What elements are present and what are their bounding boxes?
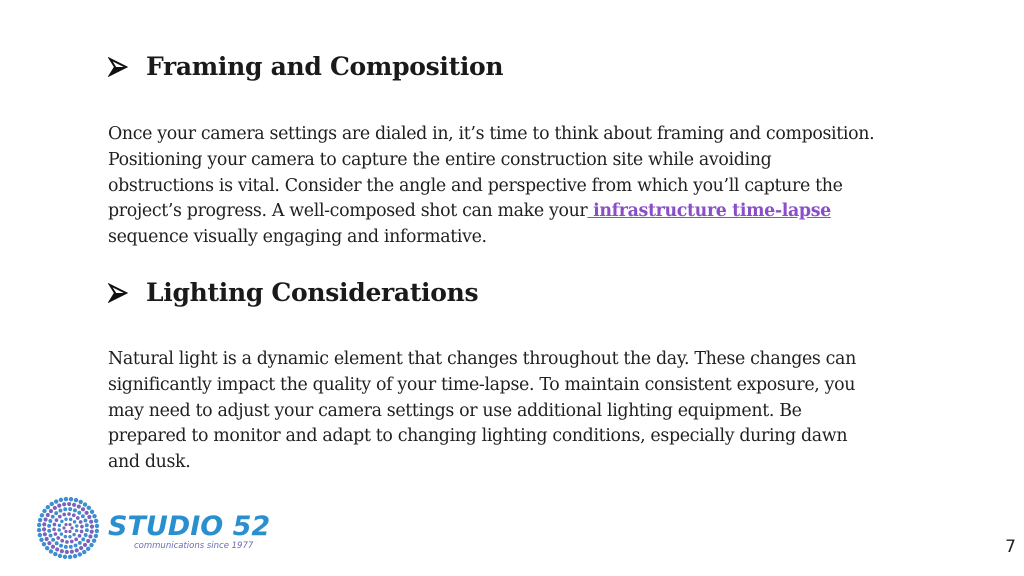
- paragraph-text-end: sequence visually engaging and informative.: [108, 227, 487, 248]
- logo-dot: [87, 515, 91, 519]
- logo-dot: [89, 520, 93, 524]
- logo-dot: [45, 546, 49, 550]
- logo-dot: [92, 514, 96, 518]
- arrow-bullet-icon: [108, 57, 128, 77]
- logo-dot: [46, 505, 50, 509]
- logo-dot: [89, 543, 93, 547]
- paragraph-text: Once your camera settings are dialed in, it’s time to think about framing and composition. Positioning your camera to capture the entire construction site while avoiding obstructions is vital. Consider the angle and perspective from which you’ll capture the project’s progress. A well-composed shot can make your: [108, 124, 875, 222]
- logo-dot: [86, 539, 90, 543]
- logo-dot: [83, 502, 87, 506]
- logo-dot: [64, 530, 67, 533]
- logo-dot: [94, 534, 98, 538]
- logo-dot: [78, 500, 82, 504]
- logo-dot: [64, 497, 68, 501]
- studio52-logo: [34, 494, 270, 562]
- logo-dot: [63, 555, 67, 559]
- logo-dot: [67, 502, 71, 506]
- logo-dot: [54, 532, 58, 536]
- logo-dot: [75, 529, 78, 532]
- logo-dot: [87, 506, 91, 510]
- logo-dot: [90, 530, 94, 534]
- logo-dot: [69, 545, 73, 549]
- logo-dot: [92, 538, 96, 542]
- logo-dot: [59, 498, 63, 502]
- dotted-sphere-logo-icon: [34, 494, 102, 562]
- logo-dot: [63, 507, 67, 511]
- logo-dot: [39, 538, 43, 542]
- logo-dot: [59, 544, 63, 548]
- logo-dot: [58, 554, 62, 558]
- logo-dot: [64, 523, 67, 526]
- logo-dot: [79, 546, 83, 550]
- logo-dot: [81, 507, 85, 511]
- logo-dot: [85, 511, 89, 515]
- logo-dot: [47, 529, 51, 533]
- page-number: 7: [1005, 537, 1016, 557]
- logo-dot: [72, 503, 76, 507]
- section-heading-lighting: [108, 278, 478, 307]
- lighting-paragraph: Natural light is a dynamic element that changes throughout the day. These changes can significantly impact the quality of your time-lapse. To maintain consistent exposure, you may need to adjust your camera settings or use additional lighting equipment. Be prepared to monitor and adapt to changing lighting conditions, especially during dawn and dusk.: [108, 349, 856, 473]
- logo-dot: [72, 533, 75, 536]
- logo-dot: [77, 511, 81, 515]
- logo-dot: [58, 515, 62, 519]
- logo-dot: [75, 524, 78, 527]
- logo-dot: [74, 538, 78, 542]
- logo-dot: [70, 526, 73, 529]
- logo-dot: [64, 535, 67, 538]
- logo-dot: [83, 518, 87, 522]
- logo-dot: [43, 532, 47, 536]
- framing-paragraph: [108, 122, 878, 251]
- logo-dot: [51, 538, 55, 542]
- logo-dot: [70, 540, 74, 544]
- logo-dot: [68, 507, 72, 511]
- logo-dot: [81, 537, 85, 541]
- logo-dot: [82, 550, 86, 554]
- logo-dot: [74, 543, 78, 547]
- logo-dot: [42, 509, 46, 513]
- logo-dot: [56, 536, 60, 540]
- logo-dot: [75, 548, 79, 552]
- logo-dot: [60, 549, 64, 553]
- arrow-bullet-icon: [108, 283, 128, 303]
- logo-dot: [62, 526, 65, 529]
- logo-dot: [45, 537, 49, 541]
- logo-dot: [68, 555, 72, 559]
- logo-dot: [65, 540, 69, 544]
- logo-dot: [79, 520, 83, 524]
- logo-dot: [84, 533, 88, 537]
- logo-dot: [88, 534, 92, 538]
- logo-dot: [42, 522, 46, 526]
- logo-dot: [37, 528, 41, 532]
- logo-dot: [78, 541, 82, 545]
- logo-dot: [70, 550, 74, 554]
- section-heading-framing: [108, 52, 503, 81]
- logo-dot: [49, 509, 53, 513]
- heading-text: Framing and Composition: [146, 52, 504, 81]
- logo-dot: [47, 524, 51, 528]
- logo-dot: [78, 552, 82, 556]
- logo-dot: [55, 541, 59, 545]
- logo-dot: [80, 530, 84, 534]
- logo-dot: [50, 502, 54, 506]
- logo-dot: [94, 519, 98, 523]
- logo-brand-text: STUDIO 52: [108, 511, 271, 542]
- logo-dot: [51, 545, 55, 549]
- logo-dot: [85, 528, 89, 532]
- logo-dot: [74, 498, 78, 502]
- logo-dot: [80, 525, 84, 529]
- logo-dot: [47, 541, 51, 545]
- logo-dot: [58, 509, 62, 513]
- logo-dot: [55, 518, 59, 522]
- logo-dot: [57, 504, 61, 508]
- logo-dot: [78, 534, 82, 538]
- logo-dot: [73, 508, 77, 512]
- logo-dot: [81, 514, 85, 518]
- logo-dot: [53, 506, 57, 510]
- logo-dot: [76, 516, 80, 520]
- logo-dot: [58, 524, 61, 527]
- logo-dot: [51, 515, 55, 519]
- logo-dot: [85, 523, 89, 527]
- logo-dot: [64, 518, 67, 521]
- logo-dot: [77, 504, 81, 508]
- logo-dot: [60, 520, 63, 523]
- logo-dot: [95, 524, 99, 528]
- logo-dot: [64, 545, 68, 549]
- logo-dot: [54, 511, 58, 515]
- logo-dot: [86, 547, 90, 551]
- logo-dot: [49, 549, 53, 553]
- logo-dot: [60, 539, 64, 543]
- logo-dot: [68, 535, 71, 538]
- logo-dot: [37, 523, 41, 527]
- heading-text: Lighting Considerations: [146, 278, 479, 307]
- logo-dot: [43, 517, 47, 521]
- logo-dot: [52, 528, 56, 532]
- logo-dot: [65, 550, 69, 554]
- logo-dot: [60, 532, 63, 535]
- logo-dot: [90, 525, 94, 529]
- logo-dot: [55, 547, 59, 551]
- logo-dot: [95, 529, 99, 533]
- logo-dot: [58, 528, 61, 531]
- logo-dot: [46, 513, 50, 517]
- logo-dot: [53, 552, 57, 556]
- infrastructure-time-lapse-link[interactable]: infrastructure time-lapse: [587, 201, 831, 222]
- logo-dot: [62, 513, 66, 517]
- logo-dot: [67, 512, 71, 516]
- logo-dot: [53, 523, 57, 527]
- logo-dot: [40, 513, 44, 517]
- logo-dot: [38, 533, 42, 537]
- logo-dot: [42, 542, 46, 546]
- logo-dot: [69, 518, 72, 521]
- logo-dot: [73, 554, 77, 558]
- logo-dot: [68, 523, 71, 526]
- logo-tagline: communications since 1977: [134, 541, 254, 551]
- logo-dot: [49, 534, 53, 538]
- logo-dot: [72, 513, 76, 517]
- logo-dot: [48, 519, 52, 523]
- logo-dot: [42, 527, 46, 531]
- logo-dot: [38, 518, 42, 522]
- logo-dot: [69, 497, 73, 501]
- logo-dot: [83, 543, 87, 547]
- logo-dot: [68, 530, 71, 533]
- logo-dot: [73, 520, 76, 523]
- logo-dot: [54, 499, 58, 503]
- logo-dot: [90, 510, 94, 514]
- logo-dot: [62, 502, 66, 506]
